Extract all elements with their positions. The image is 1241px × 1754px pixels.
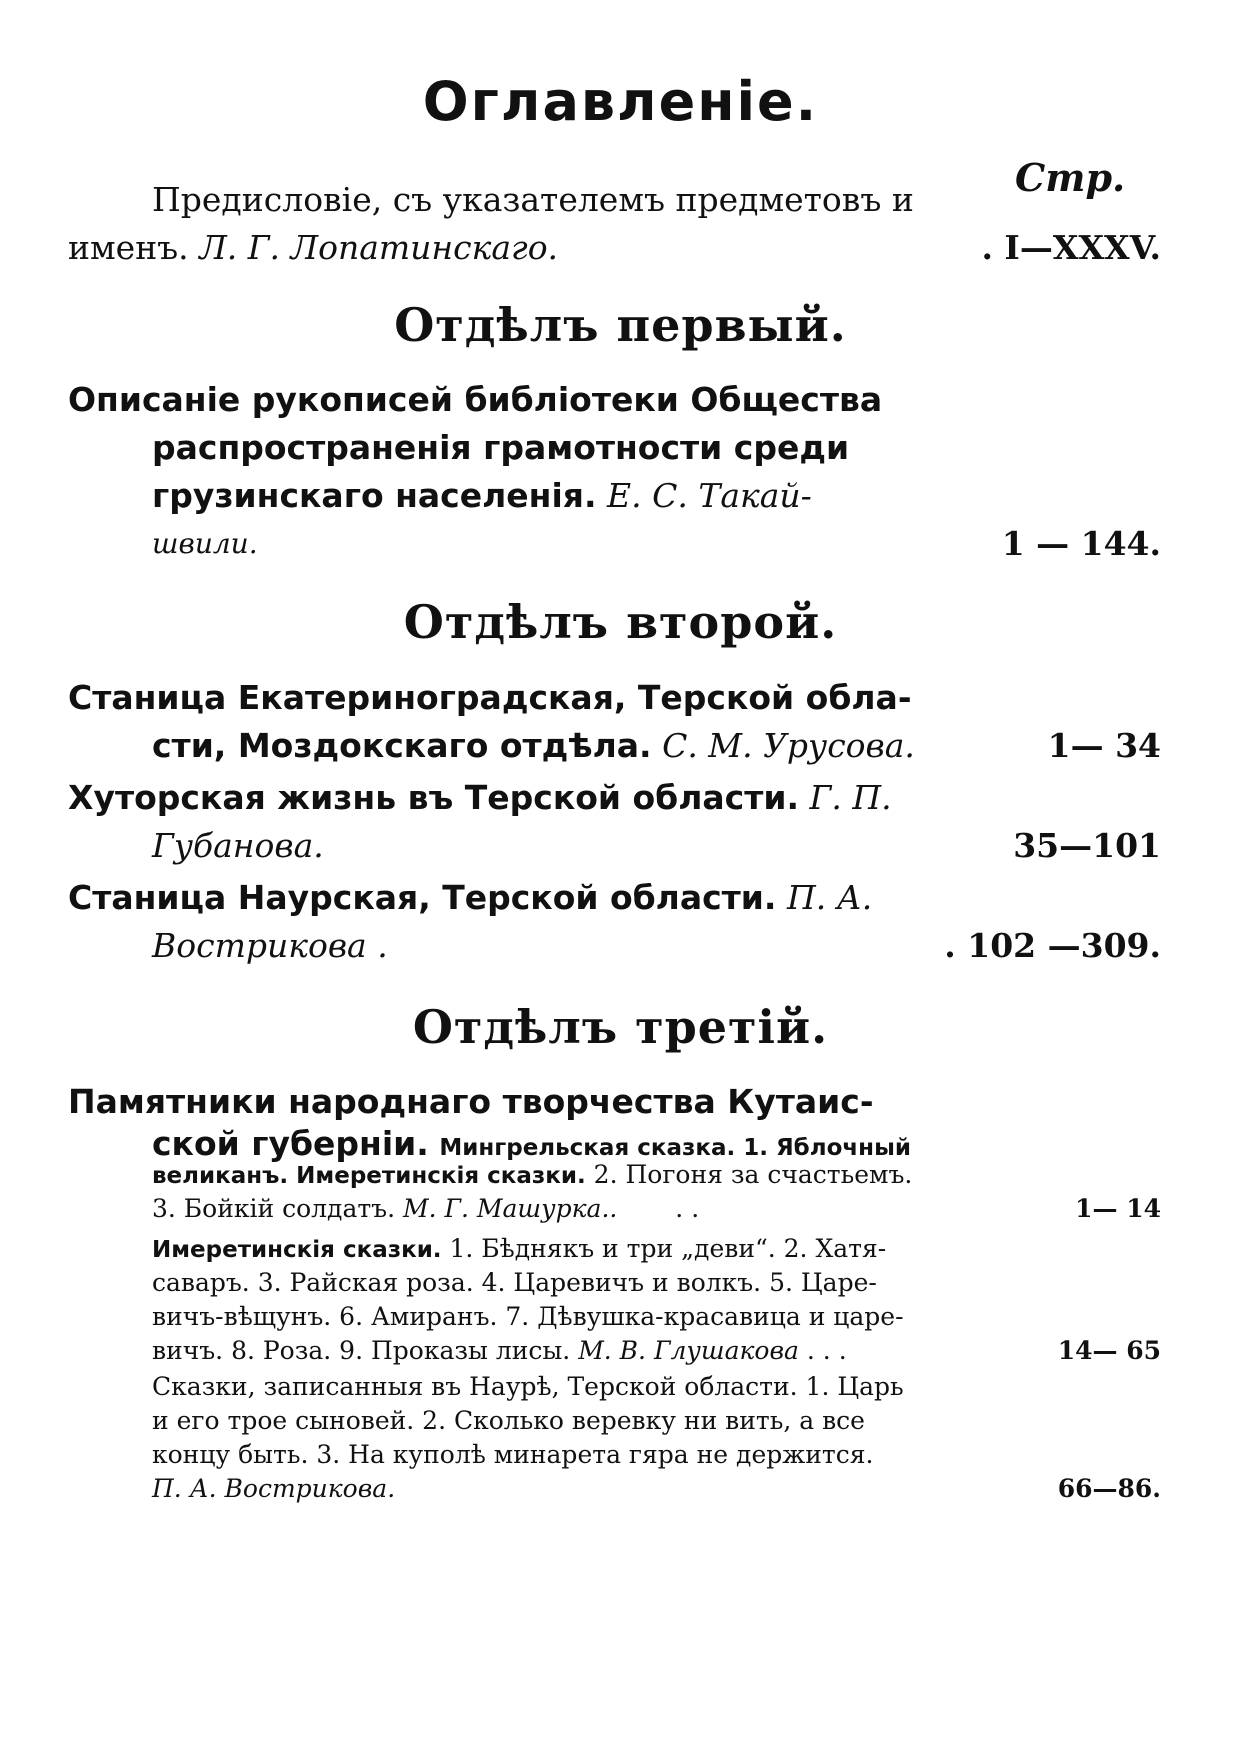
s1-entry1-author: Е. С. Такай-: [607, 476, 812, 515]
s2-entry2-line2: Губанова.: [152, 826, 324, 865]
section-3-heading: Отдѣлъ третій.: [412, 1000, 829, 1054]
s2-entry1-author: С. М. Урусова.: [662, 726, 915, 765]
s2-entry1-line2: [152, 726, 915, 766]
s3-entry1-author: М. Г. Машурка..: [402, 1194, 618, 1223]
s3-entry1-small: Мингрельская сказка. 1. Яблочный: [439, 1135, 911, 1161]
s3-entry1-text4: 3. Бойкій солдатъ.: [152, 1194, 396, 1223]
s1-entry1-line1: Описаніе рукописей библіотеки Общества: [68, 380, 883, 419]
s3-entry3-pages: 66—86.: [1057, 1474, 1161, 1503]
s3-entry3-line3: концу быть. 3. На куполѣ минарета гяра не держится.: [152, 1440, 874, 1469]
preface-line-2: [68, 228, 558, 268]
s2-entry3-author: П. А.: [786, 878, 873, 917]
s2-entry1-pages: 1— 34: [1047, 726, 1161, 765]
s2-entry3-line2: Вострикова .: [152, 926, 388, 965]
page-column-label: Стр.: [1015, 155, 1126, 200]
s2-entry2-pages: 35—101: [1013, 826, 1161, 865]
s1-entry1-line3: [152, 476, 812, 516]
s2-entry3-pages: . 102 —309.: [944, 926, 1161, 965]
s3-entry1-line3: [152, 1158, 912, 1193]
s3-entry1-pages: 1— 14: [1075, 1194, 1161, 1223]
s3-entry2-text: 1. Бѣднякъ и три „деви“. 2. Хатя-: [449, 1234, 887, 1263]
s3-entry2-line1: [152, 1232, 886, 1267]
s1-entry1-pages: 1 — 144.: [1001, 524, 1161, 563]
s3-entry3-line1: Сказки, записанныя въ Наурѣ, Терской области. 1. Царь: [152, 1372, 904, 1401]
preface-author: Л. Г. Лопатинскаго.: [199, 228, 559, 267]
s3-entry2-dots: . . .: [806, 1336, 847, 1365]
section-1-heading: Отдѣлъ первый.: [394, 298, 847, 352]
s2-entry2-line1: [68, 778, 892, 818]
s2-entry3-text: Станица Наурская, Терской области.: [68, 878, 777, 917]
s3-entry1-line1: Памятники народнаго творчества Кутаис-: [68, 1082, 874, 1121]
s3-entry3-line4: П. А. Вострикова.: [152, 1474, 396, 1503]
s3-entry1-dots: . .: [675, 1194, 700, 1223]
s3-entry2-line4: [152, 1334, 847, 1368]
s1-entry1-text: грузинскаго населенія.: [152, 476, 597, 515]
s2-entry2-author: Г. П.: [809, 778, 892, 817]
s3-entry2-line2: саваръ. 3. Райская роза. 4. Царевичъ и волкъ. 5. Царе-: [152, 1268, 877, 1297]
preface-text: именъ.: [68, 228, 189, 267]
s3-entry2-line3: вичъ-вѣщунъ. 6. Амиранъ. 7. Дѣвушка-красавица и царе-: [152, 1302, 904, 1331]
preface-line-1: Предисловіе, съ указателемъ предметовъ и: [152, 180, 914, 219]
s1-entry1-line4: швили.: [152, 527, 258, 560]
s2-entry1-text: сти, Моздокскаго отдѣла.: [152, 726, 652, 765]
s3-entry1-text: 2. Погоня за счастьемъ.: [593, 1160, 913, 1189]
s3-entry2-pages: 14— 65: [1057, 1336, 1161, 1365]
s3-entry3-line2: и его трое сыновей. 2. Сколько веревку ни вить, а все: [152, 1406, 865, 1435]
s3-entry2-bold: Имеретинскія сказки.: [152, 1237, 442, 1263]
s1-entry1-line2: распространенія грамотности среди: [152, 428, 850, 467]
preface-pages: . I—XXXV.: [981, 228, 1161, 267]
s3-entry2-text4: вичъ. 8. Роза. 9. Проказы лисы.: [152, 1336, 571, 1365]
s3-entry1-line4: [152, 1192, 699, 1226]
s3-entry1-bold: великанъ. Имеретинскія сказки.: [152, 1163, 586, 1189]
s2-entry3-line1: [68, 878, 872, 918]
page-title: Оглавленіе.: [422, 70, 819, 133]
s2-entry1-line1: Станица Екатериноградская, Терской обла-: [68, 678, 912, 717]
s3-entry2-author: М. В. Глушакова: [578, 1336, 799, 1365]
section-2-heading: Отдѣлъ второй.: [403, 595, 838, 649]
s3-entry1-big: ской губерніи.: [152, 1124, 429, 1163]
s2-entry2-text: Хуторская жизнь въ Терской области.: [68, 778, 799, 817]
